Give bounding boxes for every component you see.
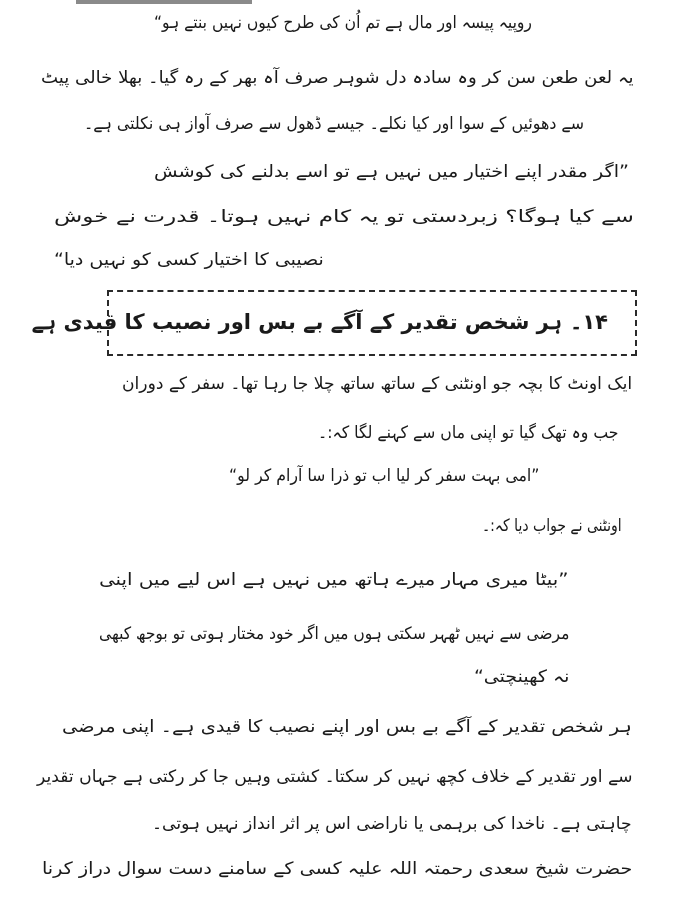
text-line: ایک اونٹ کا بچہ جو اونٹنی کے ساتھ ساتھ چلا جا رہا تھا۔ سفر کے دوران (121, 374, 632, 394)
text-line: روپیہ پیسہ اور مال ہے تم اُن کی طرح کیوں نہیں بنتے ہو“ (154, 13, 532, 33)
quote-line: نہ کھینچتی“ (473, 667, 569, 687)
text-line: سے دھوئیں کے سوا اور کیا نکلے۔ جیسے ڈھول سے صرف آواز ہی نکلتی ہے۔ (84, 114, 584, 134)
section-heading (32, 307, 608, 337)
quote-line: مرضی سے نہیں ٹھہر سکتی ہوں میں اگر خود مختار ہوتی تو بوجھ کبھی (98, 624, 569, 644)
text-line: حضرت شیخ سعدی رحمتہ اللہ علیہ کسی کے سامنے دست سوال دراز کرنا (41, 859, 632, 879)
text-line: جب وہ تھک گیا تو اپنی ماں سے کہنے لگا کہ:۔ (317, 423, 618, 443)
text-line: ہر شخص تقدیر کے آگے بے بس اور اپنے نصیب کا قیدی ہے۔ اپنی مرضی (62, 717, 632, 737)
text-line: یہ لعن طعن سن کر وہ سادہ دل شوہر صرف آہ بھر کے رہ گیا۔ بھلا خالی پیٹ (41, 68, 634, 88)
text-line: چاہتی ہے۔ ناخدا کی برہمی یا ناراضی اس پر اثر انداز نہیں ہوتی۔ (152, 814, 632, 834)
top-edge-bar (76, 0, 252, 4)
text-line: اونٹنی نے جواب دیا کہ:۔ (482, 516, 622, 536)
text-line: سے اور تقدیر کے خلاف کچھ نہیں کر سکتا۔ کشتی وہیں جا کر رکتی ہے جہاں تقدیر (36, 767, 632, 787)
quote-line: نصیبی کا اختیار کسی کو نہیں دیا“ (54, 250, 324, 270)
quote-line: ”امی بہت سفر کر لیا اب تو ذرا سا آرام کر لو“ (228, 466, 539, 486)
section-number: ۱۴۔ (570, 310, 608, 334)
quote-line: ”بیٹا میری مہار میرے ہاتھ میں نہیں ہے اس لیے میں اپنی (99, 570, 569, 590)
quote-line: سے کیا ہوگا؟ زبردستی تو یہ کام نہیں ہوتا۔ قدرت نے خوش (54, 207, 634, 227)
quote-line: ”اگر مقدر اپنے اختیار میں نہیں ہے تو اسے بدلنے کی کوشش (154, 162, 629, 182)
section-title: ہر شخص تقدیر کے آگے بے بس اور نصیب کا قیدی ہے (31, 310, 563, 334)
